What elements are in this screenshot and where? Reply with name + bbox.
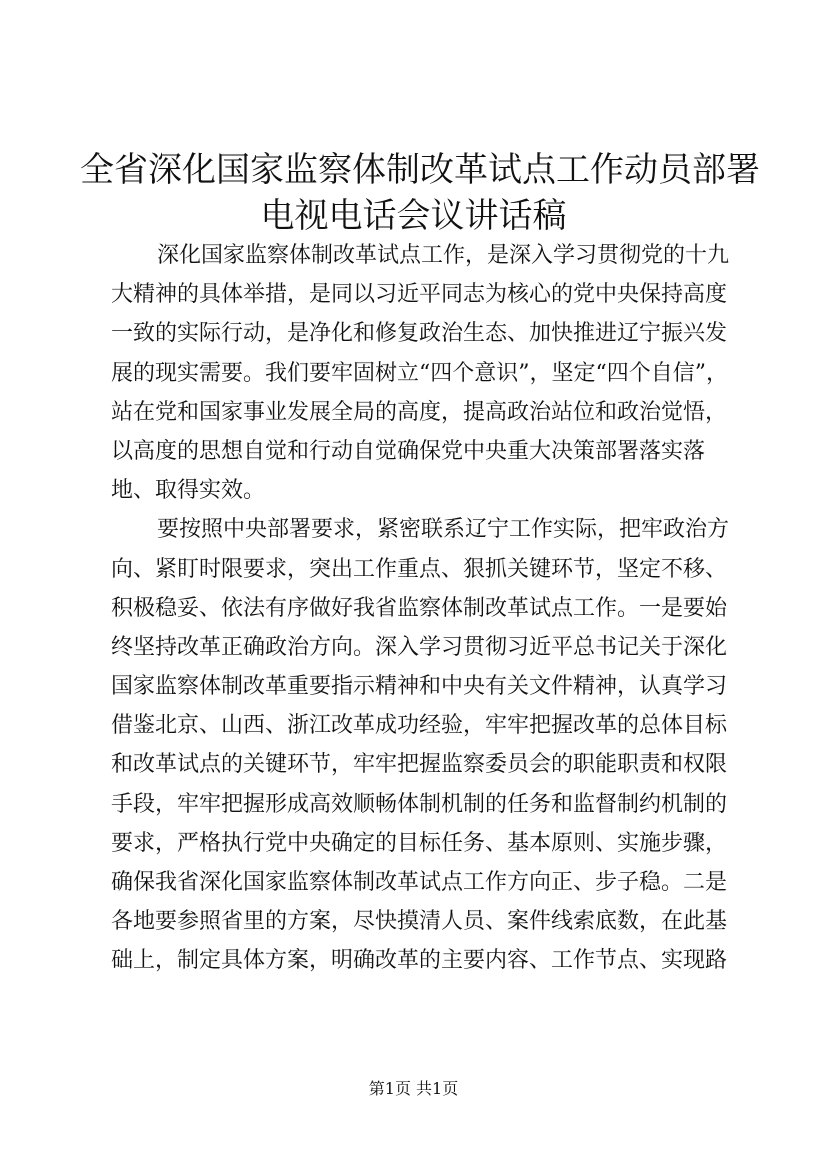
paragraph-line: 础上，制定具体方案，明确改革的主要内容、工作节点、实现路 bbox=[111, 948, 728, 974]
paragraph-line: 大精神的具体举措，是同以习近平同志为核心的党中央保持高度 bbox=[111, 282, 728, 308]
page-number-footer: 第1页 共1页 bbox=[368, 1079, 459, 1098]
paragraph-line: 借鉴北京、山西、浙江改革成功经验，牢牢把握改革的总体目标 bbox=[111, 713, 728, 739]
paragraph-line: 站在党和国家事业发展全局的高度，提高政治站位和政治觉悟， bbox=[111, 399, 728, 425]
paragraph-1 bbox=[111, 236, 751, 510]
paragraph-line: 手段，牢牢把握形成高效顺畅体制机制的任务和监督制约机制的 bbox=[111, 791, 728, 817]
paragraph-line: 要求，严格执行党中央确定的目标任务、基本原则、实施步骤， bbox=[111, 830, 728, 856]
paragraph-line: 国家监察体制改革重要指示精神和中央有关文件精神，认真学习 bbox=[111, 674, 728, 700]
document-body bbox=[111, 236, 751, 981]
paragraph-line: 一致的实际行动，是净化和修复政治生态、加快推进辽宁振兴发 bbox=[111, 321, 728, 347]
paragraph-line: 和改革试点的关键环节，牢牢把握监察委员会的职能职责和权限 bbox=[111, 752, 728, 778]
paragraph-line: 终坚持改革正确政治方向。深入学习贯彻习近平总书记关于深化 bbox=[111, 634, 728, 660]
document-title-line-2: 电视电话会议讲话稿 bbox=[260, 196, 567, 236]
paragraph-2 bbox=[111, 510, 751, 980]
paragraph-line: 确保我省深化国家监察体制改革试点工作方向正、步子稳。二是 bbox=[111, 870, 728, 895]
paragraph-line: 地、取得实效。 bbox=[111, 478, 266, 504]
paragraph-line: 展的现实需要。我们要牢固树立“四个意识”，坚定“四个自信”， bbox=[111, 360, 728, 386]
paragraph-line: 要按照中央部署要求，紧密联系辽宁工作实际，把牢政治方 bbox=[157, 517, 730, 543]
paragraph-line: 各地要参照省里的方案，尽快摸清人员、案件线索底数，在此基 bbox=[111, 909, 728, 935]
paragraph-line: 以高度的思想自觉和行动自觉确保党中央重大决策部署落实落 bbox=[111, 438, 706, 464]
document-title-line-1: 全省深化国家监察体制改革试点工作动员部署 bbox=[80, 150, 760, 190]
paragraph-line: 深化国家监察体制改革试点工作，是深入学习贯彻党的十九 bbox=[157, 243, 730, 268]
paragraph-line: 向、紧盯时限要求，突出工作重点、狠抓关键环节，坚定不移、 bbox=[111, 556, 728, 582]
paragraph-line: 积极稳妥、依法有序做好我省监察体制改革试点工作。一是要始 bbox=[111, 595, 728, 621]
